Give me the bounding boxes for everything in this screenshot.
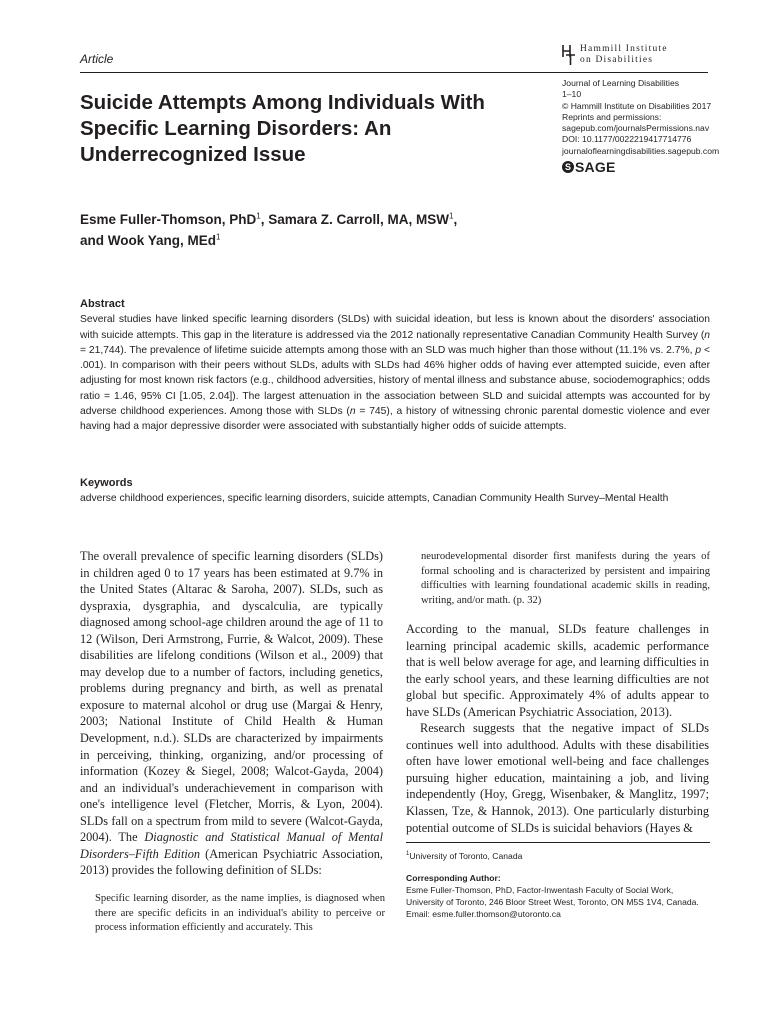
footnotes [406,850,710,920]
author-name: Samara Z. Carroll, MA, MSW [268,212,450,227]
affiliation-footnote: $^1$University of Toronto, Canada [406,851,523,861]
author-name: Esme Fuller-Thomson, PhD [80,212,257,227]
corresponding-author-heading: Corresponding Author: [406,873,501,884]
affiliation-marker: 1 [449,211,454,221]
body-paragraph: Research suggests that the negative impact of SLDs continues well into adulthood. Adults with these disabilities often have lower emotional well-being and face challenges pursuing higher education, maintaining a job, and living independently (Hoy, Gregg, Wisenbaker, & Manglitz, 1997; Klassen, Tze, & Hannok, 2013). One particularly disturbing potential outcome of SLDs is suicidal behaviors (Hayes & [406,721,709,835]
journal-name: Journal of Learning Disabilities [562,78,680,88]
body-paragraph: According to the manual, SLDs feature challenges in learning principal academic skills, academic performance that is well below average for age, and learning difficulties in the early school years, and these learning difficulties are not global but specific. Approximately 4% of adults appear to have SLDs (American Psychiatric Association, 2013). [406,622,709,719]
journal-url[interactable]: journaloflearningdisabilities.sagepub.com [562,145,720,156]
author-separator: , [260,212,269,227]
author-list [80,209,540,251]
publisher-logo [562,44,712,68]
corresponding-author-address: Esme Fuller-Thomson, PhD, Factor-Inwentash Faculty of Social Work, University of Toronto, 246 Bloor Street West, Toronto, ON M5S 1V4, Canada. [406,885,699,908]
author-name: and Wook Yang, MEd [80,233,217,248]
paper-title: Suicide Attempts Among Individuals With Specific Learning Disorders: An Underrecognized Issue [80,91,485,166]
page-range: 1–10 [562,89,582,100]
sage-logo-text: SAGE [575,159,616,175]
publisher-name-line1: Hammill Institute [580,44,668,54]
footnote-rule [406,842,710,843]
body-column-right [406,621,709,836]
affiliation-marker: 1 [216,232,221,242]
keywords-section [80,475,710,507]
affiliation-marker: 1 [256,211,261,221]
article-type-label: Article [80,52,114,66]
doi[interactable]: DOI: 10.1177/0022219417714776 [562,134,692,145]
publisher-name-line2: on Disabilities [580,55,654,65]
reprints-label: Reprints and permissions: [562,111,662,122]
abstract-section [80,297,710,435]
permissions-link[interactable]: sagepub.com/journalsPermissions.nav [562,123,710,134]
copyright: © Hammill Institute on Disabilities 2017 [562,100,712,111]
abstract-heading: Abstract [80,298,125,310]
body-paragraph: The overall prevalence of specific learning disorders (SLDs) in children aged 0 to 17 years has been estimated at 9.7% in the United States (Altarac & Saroha, 2007). SLDs, such as dyspraxia, dysgraphia, and dyscalculia, are typically diagnosed among school-age children around the age of 11 to 12 (Wilson, Deri Armstrong, Furrie, & Walcot, 2009). These disabilities are lifelong conditions (Wilson et al., 2009) that may develop due to a number of factors, including genetics, problems during pregnancy and birth, as well as prenatal exposure to maternal alcohol or drug use (Margai & Henry, 2003; National Institute of Child Health & Human Development, n.d.). SLDs are characterized by impairments in perceiving, thinking, organizing, and/or processing of information (Kozey & Siegel, 2008; Walcot-Gayda, 2004) and an individual's underachievement in comparison with one's intelligence level (Fletcher, Morris, & Lyon, 2004). SLDs fall on a spectrum from mild to severe (Walcot-Gayda, 2004). The Diagnostic and Statistical Manual of Mental Disorders–Fifth Edition (American Psychiatric Association, 2013) provides the following definition of SLDs: [80,549,384,878]
hammill-logo-icon [562,44,576,66]
keywords-text: adverse childhood experiences, specific learning disorders, suicide attempts, Canadian Community Health Survey–Mental Health [80,493,669,504]
body-column-left [80,548,383,879]
corresponding-author-email[interactable]: Email: esme.fuller.thomson@utoronto.ca [406,909,561,920]
author-separator: , [453,212,458,227]
block-quote-continued: neurodevelopmental disorder first manifests during the years of formal schooling and is characterized by persistent and impairing difficulties with learning foundational academic skills in reading, writing, and/or math. (p. 32) [421,551,710,606]
block-quote: Specific learning disorder, as the name implies, is diagnosed when there are specific deficits in an individual's ability to perceive or process information efficiently and accurately. This [95,893,385,934]
sage-logo [562,159,615,175]
header-rule [80,72,708,73]
keywords-heading: Keywords [80,477,133,489]
abstract-text: Several studies have linked specific learning disorders (SLDs) with suicidal ideation, but less is known about the disorders' association with suicide attempts. This gap in the literature is addressed via the 2012 nationally representative Canadian Community Health Survey (n = 21,744). The prevalence of lifetime suicide attempts among those with an SLD was much higher than those without (11.1% vs. 2.7%, p < .001). In comparison with their peers without SLDs, adults with SLDs had 46% higher odds of having ever attempted suicide, even after adjusting for most known risk factors (e.g., childhood adversities, history of mental illness and substance abuse, sociodemographics; odds ratio = 1.46, 95% CI [1.05, 2.04]). The largest attenuation in the association between SLD and suicidal attempts was accounted for by adverse childhood experiences. Among those with SLDs (n = 745), a history of witnessing chronic parental domestic violence and ever having had a major depressive disorder were associated with substantially higher odds of suicide attempts. [80,314,710,433]
journal-info [562,78,732,157]
sage-logo-icon: S [562,161,574,173]
